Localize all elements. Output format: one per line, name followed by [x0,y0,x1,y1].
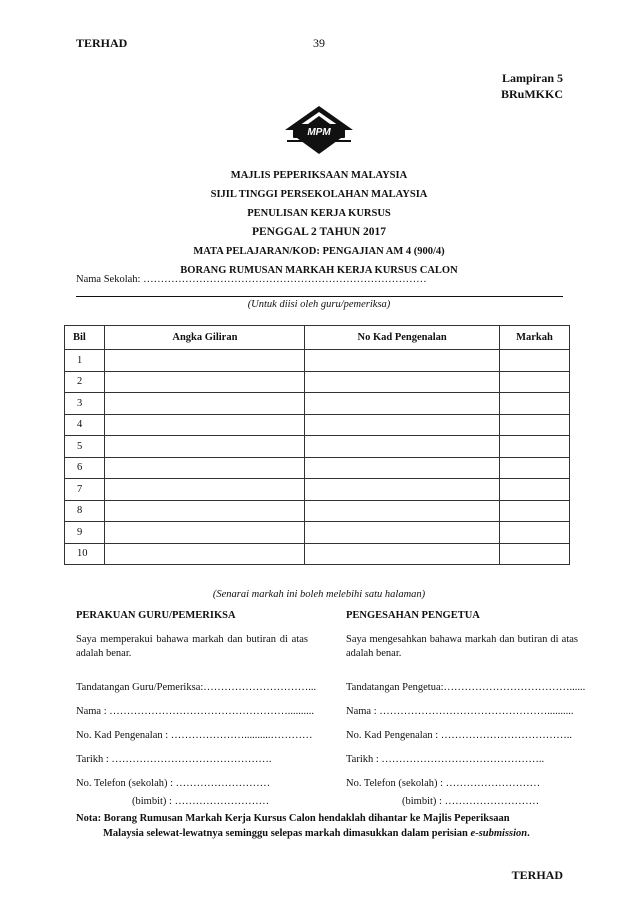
cell-no-kad [305,371,500,393]
col-bil: Bil [65,326,105,350]
principal-signature-line: Tandatangan Pengetua:………………………………...... [346,682,586,693]
cell-markah [499,457,569,479]
cell-angka-giliran [105,457,305,479]
cell-markah [499,543,569,565]
cell-markah [499,393,569,415]
cell-markah [499,479,569,501]
table-row [65,500,570,522]
appendix-label [501,70,563,102]
title-line-3: PENULISAN KERJA KURSUS [247,208,391,219]
mpm-logo-icon [283,104,355,160]
cell-no-kad [305,500,500,522]
cell-markah [499,522,569,544]
teacher-ic-line: No. Kad Pengenalan : …………………..........………… [76,730,313,741]
cell-no-kad [305,436,500,458]
row-number: 6 [65,457,105,479]
cell-no-kad [305,543,500,565]
title-line-1: MAJLIS PEPERIKSAAN MALAYSIA [230,170,408,181]
cell-markah [499,350,569,372]
logo-text: MPM [307,127,331,138]
table-row [65,393,570,415]
principal-statement: Saya mengesahkan bahawa markah dan butiran di atas adalah benar. [346,634,578,659]
divider [76,296,563,297]
page-number: 39 [313,36,325,50]
teacher-declaration [76,610,317,807]
cell-angka-giliran [105,414,305,436]
footer-classification: TERHAD [511,868,563,882]
cell-angka-giliran [105,393,305,415]
cell-angka-giliran [105,543,305,565]
principal-date-line: Tarikh : ……………………………………….. [346,754,545,765]
fill-instruction: (Untuk diisi oleh guru/pemeriksa) [247,299,391,310]
col-no-kad: No Kad Pengenalan [305,326,500,350]
document-titles [0,166,638,280]
header-classification: TERHAD [76,36,128,50]
cell-markah [499,371,569,393]
note-line-2: Malaysia selewat-lewatnya seminggu selepas markah dimasukkan dalam perisian e-submission. [103,828,530,839]
cell-angka-giliran [105,436,305,458]
table-row [65,371,570,393]
cell-angka-giliran [105,522,305,544]
school-name-field: Nama Sekolah: ……………………………………………………………………… [76,274,427,285]
cell-angka-giliran [105,479,305,501]
col-angka-giliran: Angka Giliran [105,326,305,350]
table-row [65,436,570,458]
teacher-name-line: Nama : …………………………………………….......... [76,706,314,717]
cell-markah [499,436,569,458]
principal-phone-school-line: No. Telefon (sekolah) : ……………………… [346,778,541,789]
table-row [65,414,570,436]
cell-no-kad [305,350,500,372]
title-line-2: SIJIL TINGGI PERSEKOLAHAN MALAYSIA [210,189,428,200]
principal-ic-line: No. Kad Pengenalan : ……………………………….. [346,730,573,741]
table-row [65,479,570,501]
row-number: 3 [65,393,105,415]
row-number: 5 [65,436,105,458]
teacher-phone-school-line: No. Telefon (sekolah) : ……………………… [76,778,271,789]
row-number: 2 [65,371,105,393]
row-number: 10 [65,543,105,565]
table-row [65,522,570,544]
cell-no-kad [305,414,500,436]
row-number: 4 [65,414,105,436]
principal-verification [346,610,586,807]
title-line-6: BORANG RUMUSAN MARKAH KERJA KURSUS CALON [180,265,458,276]
teacher-date-line: Tarikh : ………………………………………. [76,754,272,765]
teacher-phone-mobile-line: (bimbit) : ……………………… [132,796,270,807]
principal-name-line: Nama : ………………………………………….......... [346,706,574,717]
cell-no-kad [305,393,500,415]
appendix-line1: Lampiran 5 [501,71,563,85]
table-header-row [65,326,570,350]
teacher-statement: Saya memperakui bahawa markah dan butiran di atas adalah benar. [76,634,308,659]
cell-no-kad [305,522,500,544]
table-row [65,543,570,565]
cell-markah [499,414,569,436]
title-line-5: MATA PELAJARAN/KOD: PENGAJIAN AM 4 (900/4) [193,246,445,257]
cell-angka-giliran [105,500,305,522]
principal-heading: PENGESAHAN PENGETUA [346,610,480,621]
col-markah: Markah [499,326,569,350]
cell-no-kad [305,479,500,501]
cell-no-kad [305,457,500,479]
row-number: 7 [65,479,105,501]
table-row [65,350,570,372]
teacher-signature-line: Tandatangan Guru/Pemeriksa:…………………………... [76,682,317,693]
table-row [65,457,570,479]
principal-phone-mobile-line: (bimbit) : ……………………… [402,796,540,807]
cell-angka-giliran [105,350,305,372]
marks-table [64,325,570,565]
submission-note [76,811,566,841]
row-number: 9 [65,522,105,544]
cell-angka-giliran [105,371,305,393]
cell-markah [499,500,569,522]
appendix-line2: BRuMKKC [500,87,563,101]
note-line-1: Nota: Borang Rumusan Markah Kerja Kursus Calon hendaklah dihantar ke Majlis Peperiksaan [76,813,510,824]
row-number: 1 [65,350,105,372]
table-note: (Senarai markah ini boleh melebihi satu halaman) [212,589,426,600]
title-line-4: PENGGAL 2 TAHUN 2017 [251,226,387,238]
teacher-heading: PERAKUAN GURU/PEMERIKSA [76,610,236,621]
row-number: 8 [65,500,105,522]
